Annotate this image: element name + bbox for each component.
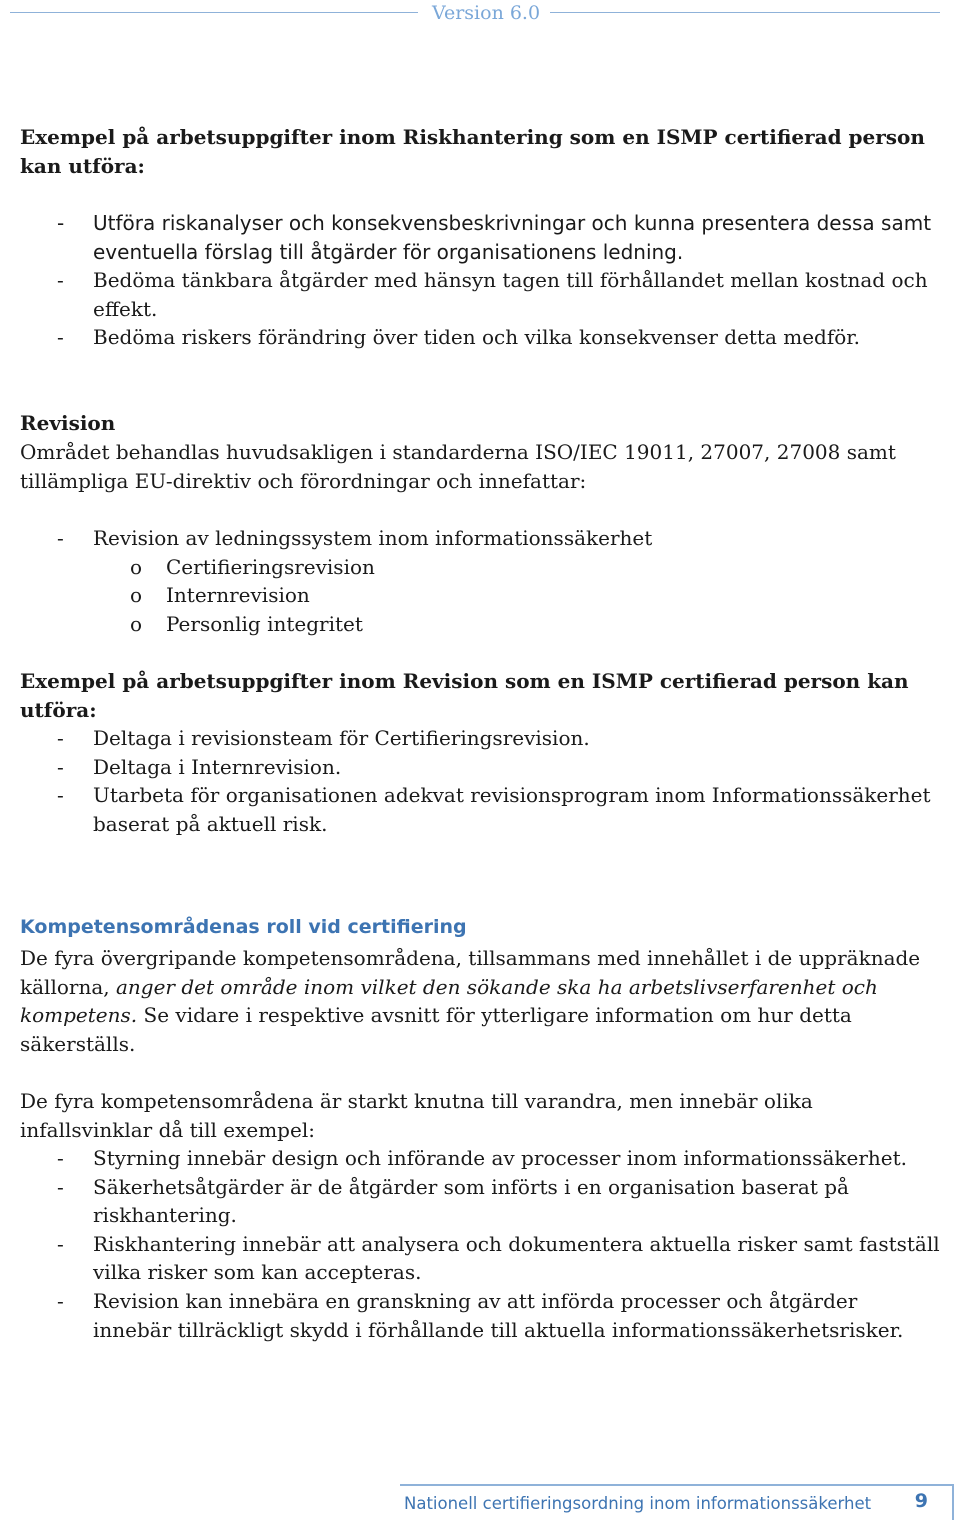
page-header (0, 0, 960, 30)
kompetens-emphasis: anger det område inom vilket den sökande ska ha arbetslivserfarenhet och kompetens. (20, 974, 878, 1028)
list-item: - Revision av ledningssystem inom informationssäkerhet (57, 526, 653, 550)
kompetens-heading: Kompetensområdenas roll vid certifiering (20, 916, 467, 938)
list-item: - Säkerhetsåtgärder är de åtgärder som införts i en organisation baserat på riskhantering. (57, 1174, 849, 1228)
list-item: - Deltaga i Internrevision. (57, 754, 342, 779)
riskhantering-examples-list (20, 209, 940, 352)
revision-sublist (20, 553, 940, 639)
kompetens-list (20, 1144, 940, 1344)
header-rule-left (10, 12, 418, 13)
revision-examples-heading: Exempel på arbetsuppgifter inom Revision som en ISMP certifierad person kan utföra: (20, 669, 909, 722)
list-item: - Utarbeta för organisationen adekvat revisionsprogram inom Informationssäkerhet baserat på aktuell risk. (57, 783, 931, 836)
sublist-item: o Certifieringsrevision (130, 554, 375, 579)
list-item: - Deltaga i revisionsteam för Certifieringsrevision. (57, 726, 590, 750)
page-footer (400, 1484, 954, 1520)
footer-title: Nationell certifieringsordning inom informationssäkerhet (404, 1494, 872, 1513)
list-item: - Utföra riskanalyser och konsekvensbeskrivningar och kunna presentera dessa samt eventuella förslag till åtgärder för organisationens ledning. (57, 211, 932, 264)
sublist-container (20, 553, 940, 639)
list-item: - Bedöma riskers förändring över tiden och vilka konsekvenser detta medför. (57, 325, 861, 350)
list-item: - Revision kan innebära en granskning av att införda processer och åtgärder innebär tillräckligt skydd i förhållande till aktuella informationssäkerhetsrisker. (57, 1288, 904, 1342)
riskhantering-examples-heading: Exempel på arbetsuppgifter inom Riskhantering som en ISMP certifierad person kan utföra: (20, 125, 925, 178)
revision-title: Revision (20, 411, 116, 435)
kompetens-paragraph-2: De fyra kompetensområdena är starkt knutna till varandra, men innebär olika infallsvinklar då till exempel: (20, 1089, 813, 1142)
version-label: Version 6.0 (432, 2, 541, 24)
revision-examples-list (20, 724, 940, 838)
header-rule-right (550, 12, 940, 13)
sublist-item: o Internrevision (130, 583, 310, 608)
sublist-item: o Personlig integritet (130, 611, 363, 636)
list-item: - Styrning innebär design och införande av processer inom informationssäkerhet. (57, 1146, 908, 1170)
kompetens-paragraph-1: De fyra övergripande kompetensområdena, tillsammans med innehållet i de uppräknade källorna, anger det område inom vilket den sökande ska ha arbetslivserfarenhet och kompetens. Se vidare i respektive avsnitt för ytterligare information om hur detta säkerställs. (20, 946, 921, 1056)
revision-list (20, 524, 940, 638)
page-number: 9 (914, 1490, 928, 1512)
list-item: - Riskhantering innebär att analysera och dokumentera aktuella risker samt fastställ vilka risker som kan accepteras. (57, 1231, 940, 1285)
revision-intro: Området behandlas huvudsakligen i standarderna ISO/IEC 19011, 27007, 27008 samt tillämpliga EU-direktiv och förordningar och innefattar: (20, 440, 896, 493)
list-item: - Bedöma tänkbara åtgärder med hänsyn tagen till förhållandet mellan kostnad och effekt. (57, 268, 928, 321)
